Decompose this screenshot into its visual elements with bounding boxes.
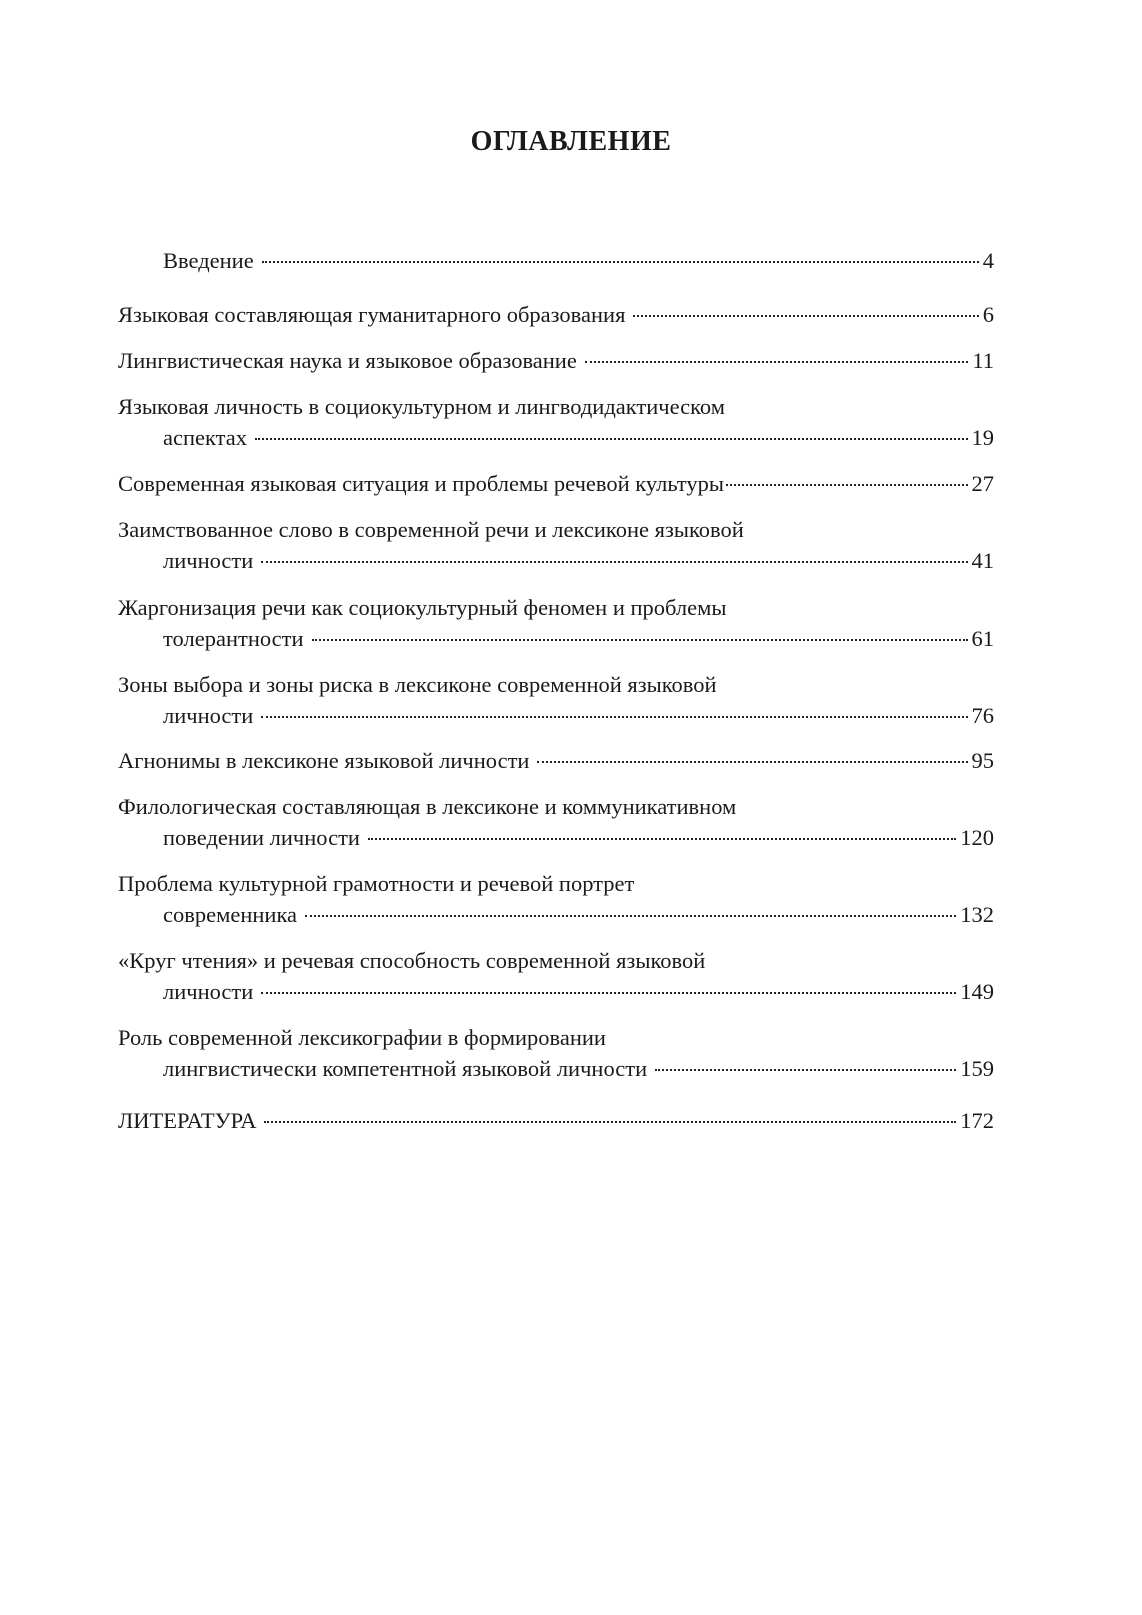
toc-page-number: 6 <box>982 302 994 327</box>
dot-leader <box>585 361 969 363</box>
dot-leader <box>655 1069 956 1071</box>
dot-leader <box>537 761 967 763</box>
toc-page-number: 149 <box>960 979 994 1004</box>
toc-entry[interactable] <box>118 592 994 654</box>
toc-entry-title-continued: личности <box>163 979 254 1004</box>
toc-entry-title: Роль современной лексикографии в формировании <box>118 1025 606 1050</box>
dot-leader <box>261 716 967 718</box>
toc-page-number: 120 <box>960 825 994 850</box>
toc-entry-title: Лингвистическая наука и языковое образование <box>118 348 577 373</box>
toc-page-number: 172 <box>960 1108 994 1133</box>
toc-entry[interactable] <box>118 791 994 853</box>
toc-page-number: 159 <box>960 1056 994 1081</box>
dot-leader <box>262 261 979 263</box>
toc-entry-title-continued: лингвистически компетентной языковой личности <box>163 1056 648 1081</box>
dot-leader <box>305 915 956 917</box>
dot-leader <box>255 438 968 440</box>
toc-entry[interactable] <box>118 945 994 1007</box>
dot-leader <box>726 484 968 486</box>
toc-entry-title: «Круг чтения» и речевая способность современной языковой <box>118 948 706 973</box>
dot-leader <box>368 838 956 840</box>
toc-entry-bibliography[interactable] <box>118 1105 994 1136</box>
toc-entry-title: Филологическая составляющая в лексиконе и коммуникативном <box>118 794 737 819</box>
toc-entry-title: Агнонимы в лексиконе языковой личности <box>118 748 530 773</box>
toc-page-number: 76 <box>971 703 994 728</box>
dot-leader <box>312 639 968 641</box>
toc-entry[interactable] <box>118 1022 994 1084</box>
toc-entry[interactable] <box>118 669 994 731</box>
toc-entry-title: Современная языковая ситуация и проблемы речевой культуры <box>118 471 724 496</box>
page-title: ОГЛАВЛЕНИЕ <box>470 126 672 157</box>
toc-entry-title: Жаргонизация речи как социокультурный феномен и проблемы <box>118 595 727 620</box>
toc-entry-title: Языковая личность в социокультурном и лингводидактическом <box>118 394 725 419</box>
toc-entry[interactable] <box>118 868 994 930</box>
toc-entry-title-continued: толерантности <box>163 626 304 651</box>
toc-page-number: 27 <box>971 471 994 496</box>
dot-leader <box>261 992 956 994</box>
toc-entry-title: Проблема культурной грамотности и речевой портрет <box>118 871 635 896</box>
toc-entry[interactable] <box>118 745 994 776</box>
toc-page-number: 61 <box>971 626 994 651</box>
toc-entry[interactable] <box>118 345 994 376</box>
toc-entry[interactable] <box>118 514 994 576</box>
toc-page-number: 95 <box>971 748 994 773</box>
table-of-contents <box>118 0 994 1615</box>
toc-page-number: 132 <box>960 902 994 927</box>
toc-entry-title-continued: поведении личности <box>163 825 360 850</box>
toc-entry-title-continued: современника <box>163 902 298 927</box>
toc-entry-title: Языковая составляющая гуманитарного образования <box>118 302 626 327</box>
toc-entry-title-continued: личности <box>163 703 254 728</box>
toc-entry-title: Заимствованное слово в современной речи и лексиконе языковой <box>118 517 744 542</box>
toc-page-number: 4 <box>982 248 994 273</box>
dot-leader <box>633 315 978 317</box>
toc-entry-title-continued: аспектах <box>163 425 247 450</box>
toc-page-number: 19 <box>971 425 994 450</box>
toc-entry-title: Зоны выбора и зоны риска в лексиконе современной языковой <box>118 672 717 697</box>
toc-entry-title: ЛИТЕРАТУРА <box>118 1108 257 1133</box>
toc-entry-introduction[interactable] <box>118 245 994 276</box>
toc-page-number: 41 <box>971 548 994 573</box>
toc-page-number: 11 <box>972 348 994 373</box>
dot-leader <box>261 561 967 563</box>
toc-entry[interactable] <box>118 391 994 453</box>
toc-entry[interactable] <box>118 299 994 330</box>
dot-leader <box>264 1121 956 1123</box>
toc-entry-title-continued: личности <box>163 548 254 573</box>
toc-entry-title: Введение <box>163 248 254 273</box>
toc-entry[interactable] <box>118 468 994 499</box>
